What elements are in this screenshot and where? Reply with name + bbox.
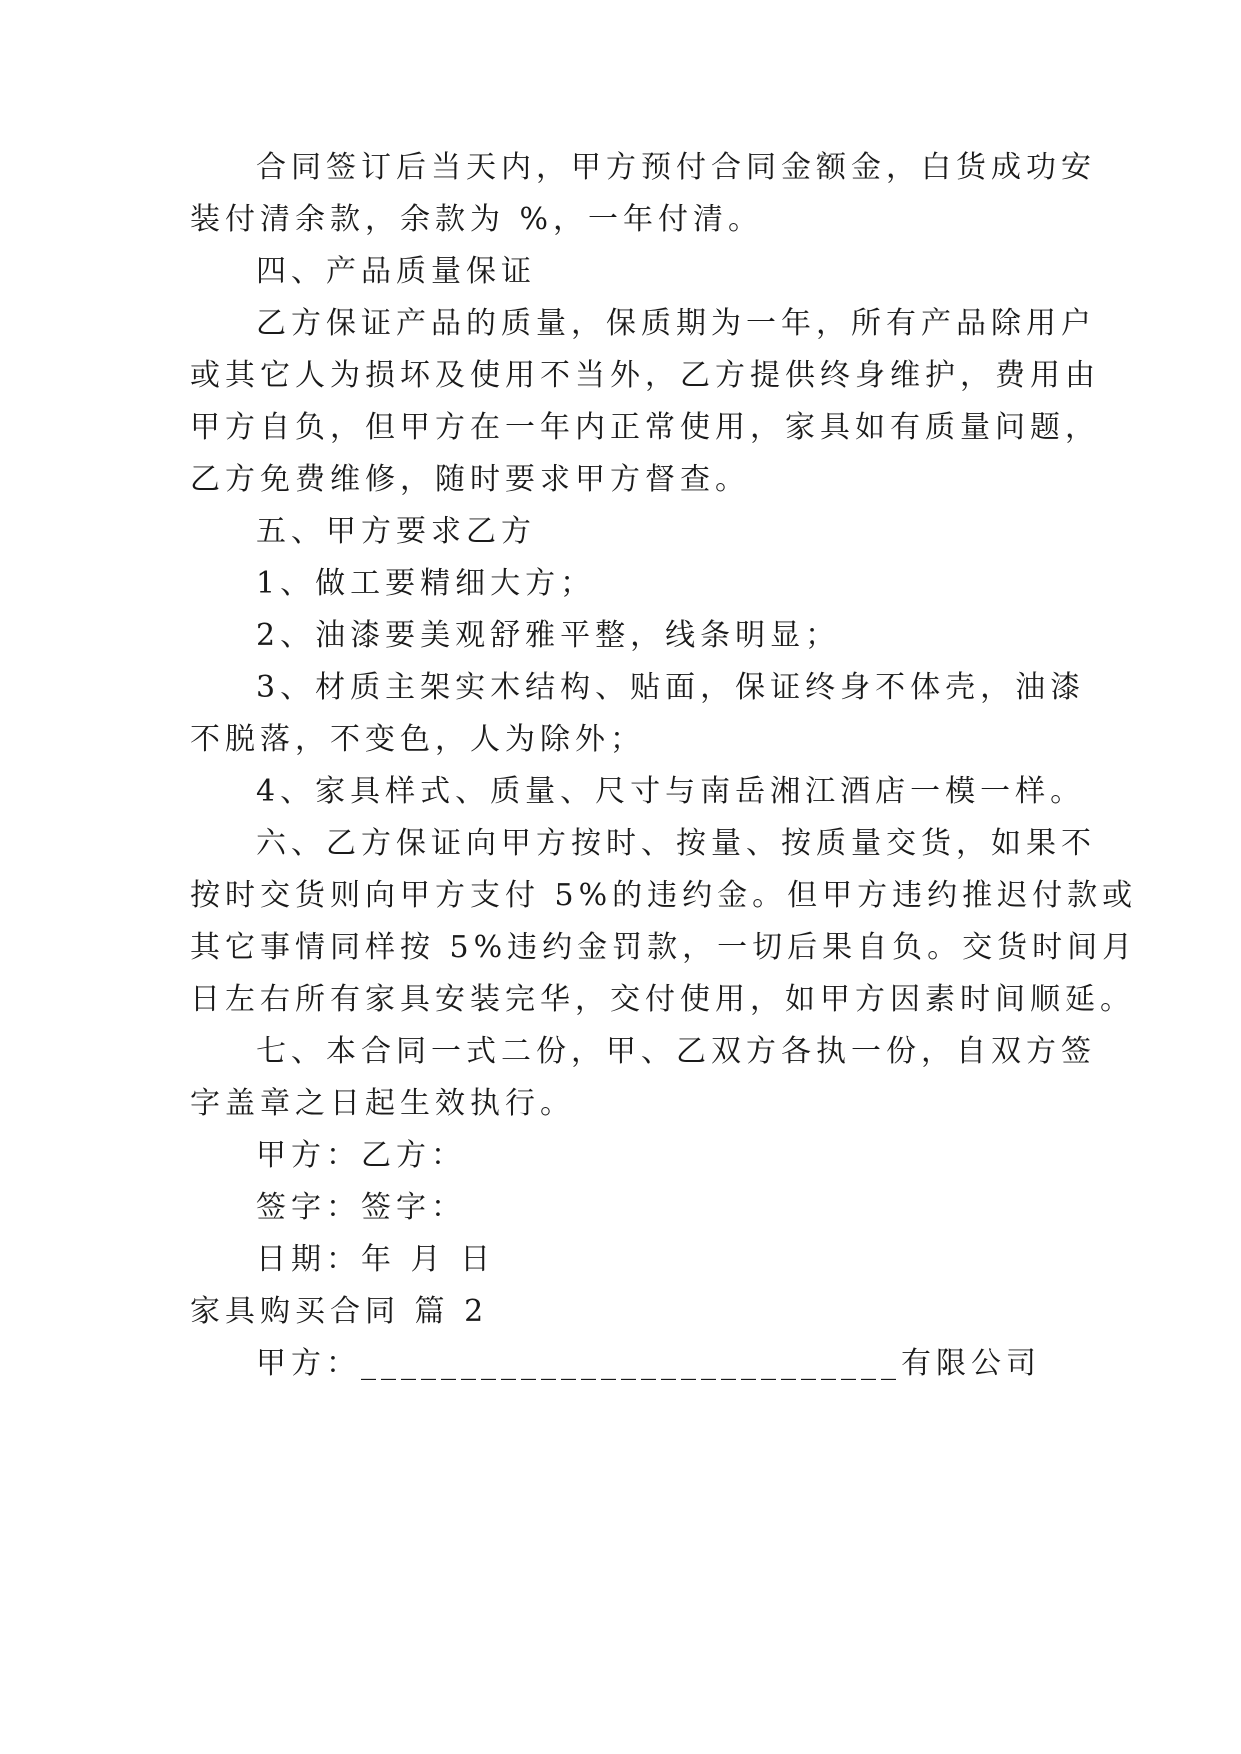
list-item: 1、做工要精细大方； xyxy=(256,566,596,601)
paragraph-line: 乙方免费维修，随时要求甲方督查。 xyxy=(190,462,750,497)
paragraph-line: 字盖章之日起生效执行。 xyxy=(190,1086,575,1121)
party-a-line: 甲方：___________________________有限公司 xyxy=(256,1346,1041,1381)
section-heading: 七、本合同一式二份，甲、乙双方各执一份，自双方签 xyxy=(256,1034,1096,1069)
paragraph-line: 乙方保证产品的质量，保质期为一年，所有产品除用户 xyxy=(256,306,1096,341)
party-line: 甲方：乙方： xyxy=(256,1138,466,1173)
list-item: 2、油漆要美观舒雅平整，线条明显； xyxy=(256,618,841,653)
paragraph-line: 或其它人为损坏及使用不当外，乙方提供终身维护，费用由 xyxy=(190,358,1100,393)
section-heading: 四、产品质量保证 xyxy=(256,254,536,289)
paragraph-line: 不脱落，不变色，人为除外； xyxy=(190,722,645,757)
list-item: 3、材质主架实木结构、贴面，保证终身不体壳，油漆 xyxy=(256,670,1086,705)
signature-line: 签字：签字： xyxy=(256,1190,466,1225)
paragraph-line: 按时交货则向甲方支付 5%的违约金。但甲方违约推迟付款或 xyxy=(190,878,1138,913)
list-item: 4、家具样式、质量、尺寸与南岳湘江酒店一模一样。 xyxy=(256,774,1086,809)
paragraph-line: 甲方自负，但甲方在一年内正常使用，家具如有质量问题， xyxy=(190,410,1100,445)
document-title: 家具购买合同 篇 2 xyxy=(190,1294,489,1329)
paragraph-line: 合同签订后当天内，甲方预付合同金额金，白货成功安 xyxy=(256,150,1096,185)
paragraph-line: 日左右所有家具安装完华，交付使用，如甲方因素时间顺延。 xyxy=(190,982,1135,1017)
date-line: 日期：年 月 日 xyxy=(256,1242,496,1277)
section-heading: 六、乙方保证向甲方按时、按量、按质量交货，如果不 xyxy=(256,826,1096,861)
section-heading: 五、甲方要求乙方 xyxy=(256,514,536,549)
paragraph-line: 其它事情同样按 5%违约金罚款，一切后果自负。交货时间月 xyxy=(190,930,1138,965)
paragraph-line: 装付清余款，余款为 %，一年付清。 xyxy=(190,202,764,237)
